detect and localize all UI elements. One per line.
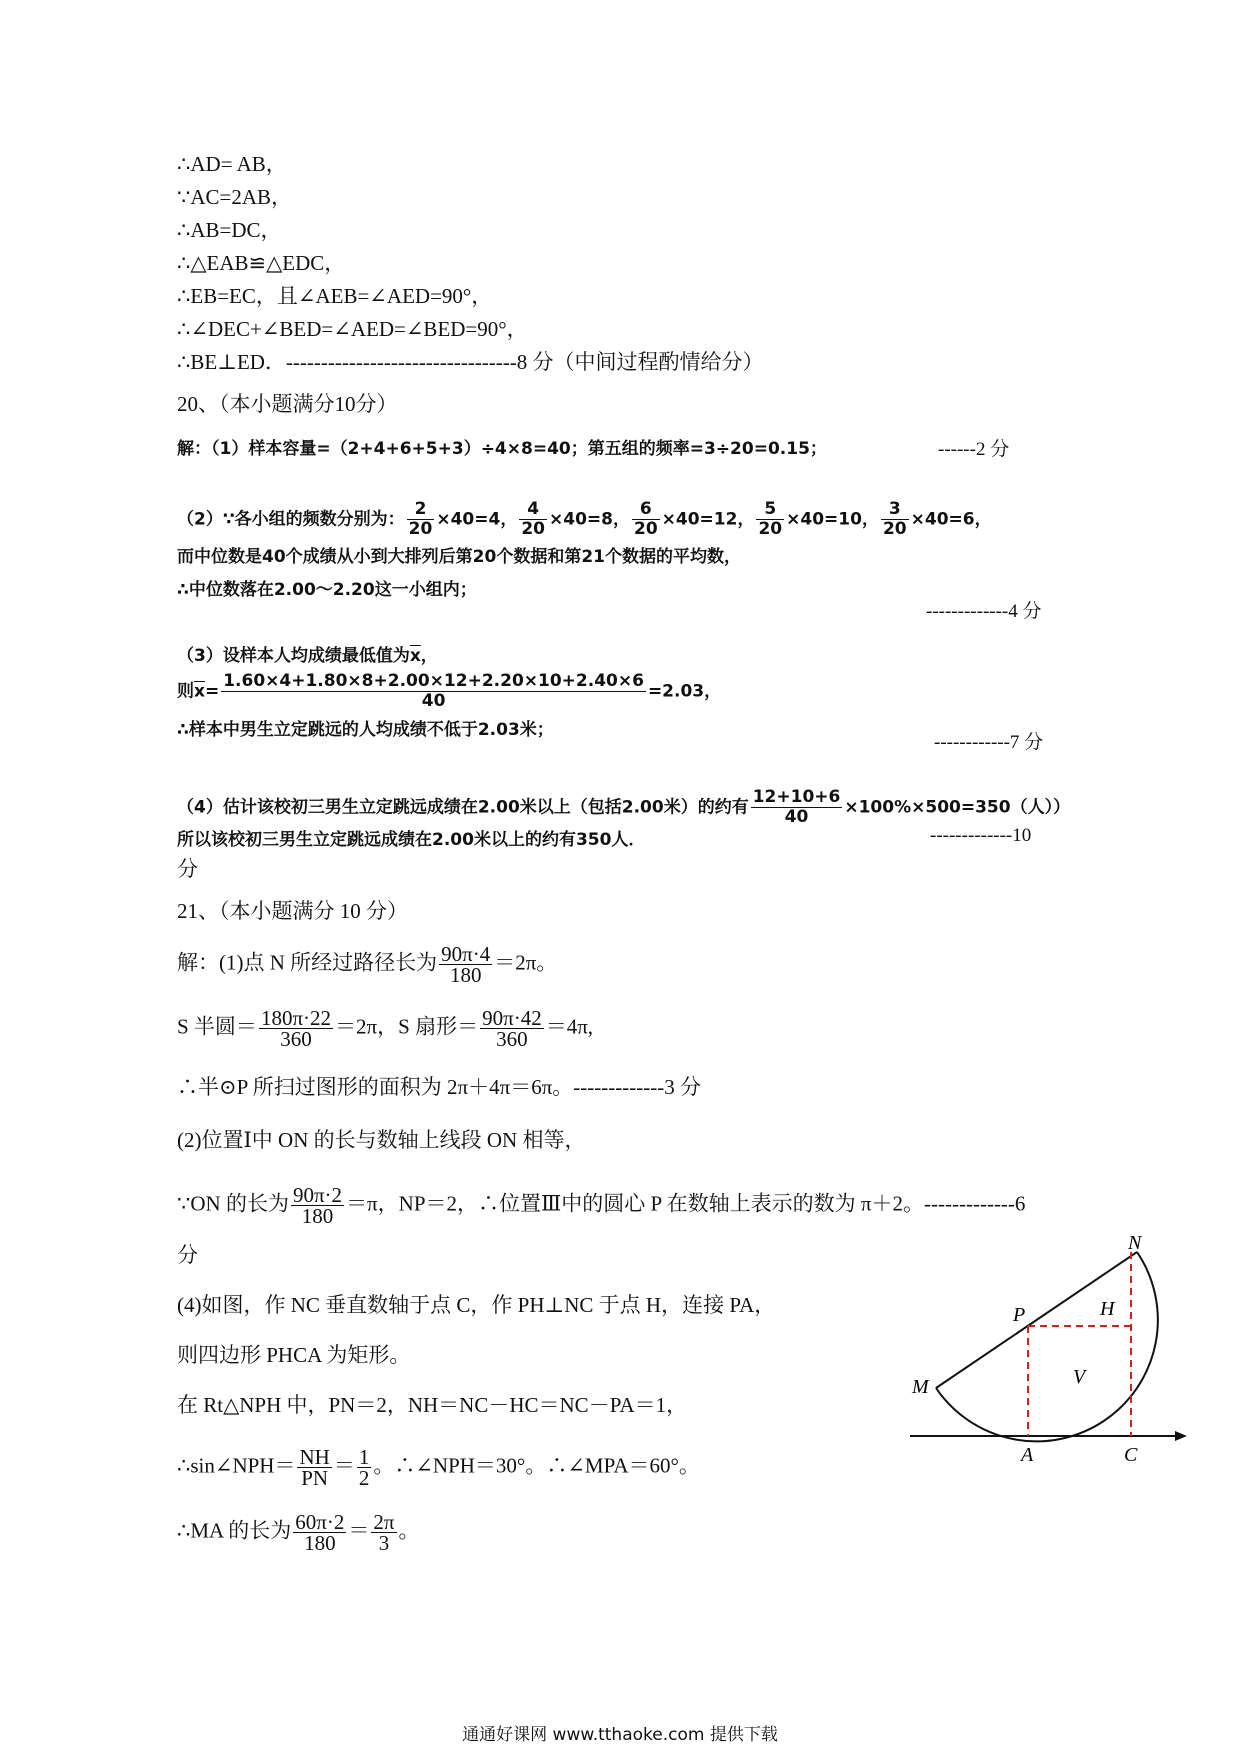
q20-part2-line1 [177, 500, 992, 539]
q20-part3-line2 [177, 672, 721, 711]
q20-part2-line2: 而中位数是40个成绩从小到大排列后第20个数据和第21个数据的平均数， [177, 547, 741, 567]
q20-part3-text: （3）设样本人均成绩最低值为 [177, 646, 410, 666]
q21-text: ∴sin∠NPH＝ [177, 1453, 296, 1478]
q21-line1 [177, 944, 557, 985]
frac-rest: ×40=10， [786, 509, 879, 530]
axis-arrow-icon [1175, 1431, 1187, 1441]
q20-part2-line3: ∴中位数落在2.00～2.20这一小组内； [177, 580, 477, 600]
q20-part2-score: -------------4 分 [926, 601, 1042, 622]
mean-result: =2.03， [647, 681, 722, 702]
fraction: $\frac{90\pi\cdot 4}{180}$ [441, 942, 491, 987]
q21-line2 [177, 1008, 593, 1049]
geometry-figure [900, 1235, 1190, 1475]
proof-line: ∴△EAB≌△EDC， [177, 251, 346, 275]
q20-part3-text: ， [420, 646, 438, 666]
q20-part3-line3: ∴样本中男生立定跳远的人均成绩不低于2.03米； [177, 720, 554, 740]
label-v: V [1073, 1366, 1086, 1388]
q21-title: 21、（本小题满分 10 分） [177, 899, 408, 923]
label-n: N [1128, 1235, 1142, 1254]
q20-part4-text: （4）估计该校初三男生立定跳远成绩在2.00米以上（包括2.00米）的约有 [177, 797, 749, 818]
q21-text: ＝2π。 [494, 950, 558, 975]
proof-line: ∵AC=2AB， [177, 185, 293, 209]
xbar: $\overline{x}$ [194, 681, 205, 702]
xbar: $\overline{x}$ [409, 646, 421, 666]
proof-line: ∴∠DEC+∠BED=∠AED=∠BED=90°， [177, 317, 528, 341]
fraction: $\frac{90\pi\cdot 42}{360}$ [482, 1006, 542, 1051]
proof-line: ∴BE⊥ED．---------------------------------8 分（中间过程酌情给分） [177, 350, 764, 374]
fraction: $\frac{4}{20}$ [521, 499, 545, 539]
q21-line5 [177, 1185, 1025, 1226]
fraction: $\frac{6}{20}$ [633, 499, 658, 539]
fraction: $\frac{NH}{PN}$ [299, 1445, 330, 1490]
q21-text: ＝4π, [545, 1014, 594, 1039]
q21-line10 [177, 1512, 420, 1553]
q20-part4-score: -------------10 [930, 825, 1032, 846]
fraction: $\frac{5}{20}$ [758, 499, 783, 539]
q20-part1-score: ------2 分 [938, 439, 1010, 460]
q21-text: 解：(1)点 N 所经过路径长为 [177, 950, 438, 975]
equals: ＝ [348, 1518, 370, 1543]
q21-line7: 则四边形 PHCA 为矩形。 [177, 1343, 411, 1367]
q20-part2-intro: （2）∵各小组的频数分别为： [177, 509, 405, 530]
fraction: $\frac{3}{20}$ [882, 499, 907, 539]
label-a: A [1021, 1444, 1034, 1466]
q21-text: S 半圆＝ [177, 1014, 257, 1039]
q20-part3-score: ------------7 分 [934, 732, 1044, 753]
q21-line6: (4)如图，作 NC 垂直数轴于点 C，作 PH⊥NC 于点 H，连接 PA， [177, 1293, 776, 1317]
fraction: $\frac{1}{2}$ [358, 1445, 370, 1490]
frac-rest: ×40=8， [549, 509, 630, 530]
q20-part4-line1 [177, 788, 1070, 827]
label-h: H [1100, 1298, 1115, 1320]
q21-text: ∴MA 的长为 [177, 1518, 292, 1543]
q20-part3-then: 则 [177, 681, 194, 702]
fraction: $\frac{180\pi\cdot 22}{360}$ [260, 1006, 332, 1051]
q21-text: 。∴∠NPH＝30°。∴∠MPA＝60°。 [373, 1453, 700, 1478]
frac-rest: ×40=4， [436, 509, 518, 530]
label-p: P [1013, 1304, 1026, 1326]
equals: ＝ [333, 1453, 355, 1478]
frac-rest: ×40=12， [661, 509, 755, 530]
fraction: $\frac{2}{20}$ [408, 499, 433, 539]
frac-rest: ×40=6， [910, 509, 992, 530]
mean-fraction: $\frac{1.60\times 4+1.80\times 8+2.00\times 12+2.20\times 10+2.40\times 6}{40}$ [223, 671, 644, 711]
proof-line: ∴AB=DC， [177, 218, 282, 242]
q20-part4-score-tail: 分 [177, 857, 198, 881]
q20-part4-line2: 所以该校初三男生立定跳远成绩在2.00米以上的约有350人． [177, 830, 646, 850]
semicircle-arc [936, 1252, 1158, 1441]
q21-text: 。 [398, 1518, 420, 1543]
q21-line5-tail: 分 [177, 1243, 198, 1267]
footer: 通通好课网 www.tthaoke.com 提供下载 [462, 1725, 778, 1745]
fraction: $\frac{60\pi\cdot 2}{180}$ [295, 1510, 345, 1555]
q21-line4: (2)位置Ⅰ中 ON 的长与数轴上线段 ON 相等， [177, 1128, 586, 1152]
label-m: M [912, 1376, 929, 1398]
proof-line: ∴AD= AB， [177, 152, 287, 176]
q20-title: 20、（本小题满分10分） [177, 392, 398, 416]
q20-part1: 解：（1）样本容量=（2+4+6+5+3）÷4×8=40；第五组的频率=3÷20=0.15； [177, 439, 827, 459]
q21-text: ∵ON 的长为 [177, 1191, 289, 1216]
fraction: $\frac{90\pi\cdot 2}{180}$ [292, 1183, 343, 1228]
fraction: $\frac{2\pi}{3}$ [373, 1510, 395, 1555]
q21-text: ＝2π，S 扇形＝ [335, 1014, 479, 1039]
q21-line3: ∴半⊙P 所扫过图形的面积为 2π＋4π＝6π。-------------3 分 [177, 1075, 701, 1099]
q21-text: ＝π，NP＝2，∴位置Ⅲ中的圆心 P 在数轴上表示的数为 π＋2。-------------6 [346, 1191, 1026, 1216]
proof-line: ∴EB=EC，且∠AEB=∠AED=90°， [177, 284, 493, 308]
q20-part4-text: ×100%×500=350（人）） [844, 797, 1071, 818]
equals: = [204, 681, 220, 702]
estimate-fraction: $\frac{12+10+6}{40}$ [752, 787, 841, 827]
q20-part3-line1 [177, 644, 438, 668]
q21-line9 [177, 1447, 700, 1488]
q21-line8: 在 Rt△NPH 中，PN＝2，NH＝NC－HC＝NC－PA＝1， [177, 1393, 688, 1417]
label-c: C [1124, 1444, 1138, 1466]
diameter-mn [936, 1252, 1137, 1388]
